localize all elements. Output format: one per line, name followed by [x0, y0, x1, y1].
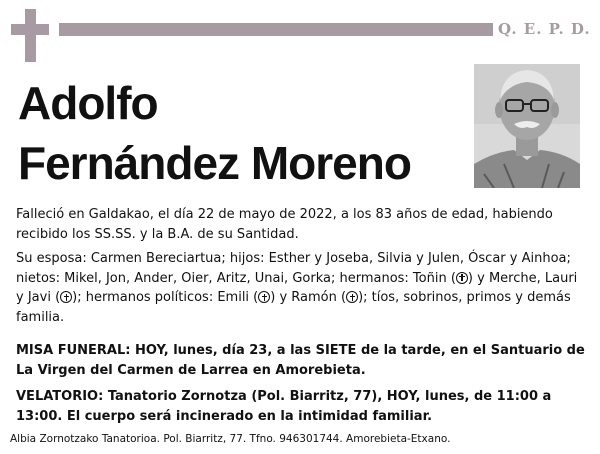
qepd-label: Q. E. P. D.	[498, 20, 591, 38]
family-text-part: Su esposa: Carmen Bereciartua; hijos: Esther y Joseba, Silvia y Julen, Óscar y Ainhoa; nietos: Mikel, Jon, Ander, Oier, Aritz, Unai, Gorka; hermanos: Toñin (	[16, 251, 571, 286]
death-announcement-paragraph: Falleció en Galdakao, el día 22 de mayo de 2022, a los 83 años de edad, habiendo recibido los SS.SS. y la B.A. de su Santidad.	[16, 207, 553, 242]
deceased-cross-icon	[346, 291, 358, 303]
deceased-first-name: Adolfo	[18, 77, 158, 129]
deceased-portrait-photo	[474, 64, 580, 188]
family-paragraph	[16, 249, 586, 327]
deceased-cross-icon	[456, 272, 468, 284]
family-text-part: ) y Ramón (	[270, 290, 347, 305]
deceased-cross-icon	[258, 291, 270, 303]
funeral-home-footer: Albia Zornotzako Tanatorioa. Pol. Biarritz, 77. Tfno. 946301744. Amorebieta-Etxano.	[10, 433, 451, 445]
deceased-cross-icon	[60, 291, 72, 303]
family-text-part: ); tíos, sobrinos, primos y demás familia.	[16, 290, 571, 325]
deceased-surnames: Fernández Moreno	[18, 137, 411, 189]
family-text-part: ); hermanos políticos: Emili (	[72, 290, 259, 305]
funeral-mass-paragraph: MISA FUNERAL: HOY, lunes, día 23, a las SIETE de la tarde, en el Santuario de La Virgen del Carmen de Larrea en Amorebieta.	[16, 343, 585, 378]
wake-paragraph: VELATORIO: Tanatorio Zornotza (Pol. Biarritz, 77), HOY, lunes, de 11:00 a 13:00. El cuerpo será incinerado en la intimidad familiar.	[16, 389, 552, 424]
cross-icon	[11, 9, 49, 62]
header-rule	[59, 23, 493, 36]
family-text-part: ) y Merche, Lauri y Javi (	[16, 270, 578, 305]
